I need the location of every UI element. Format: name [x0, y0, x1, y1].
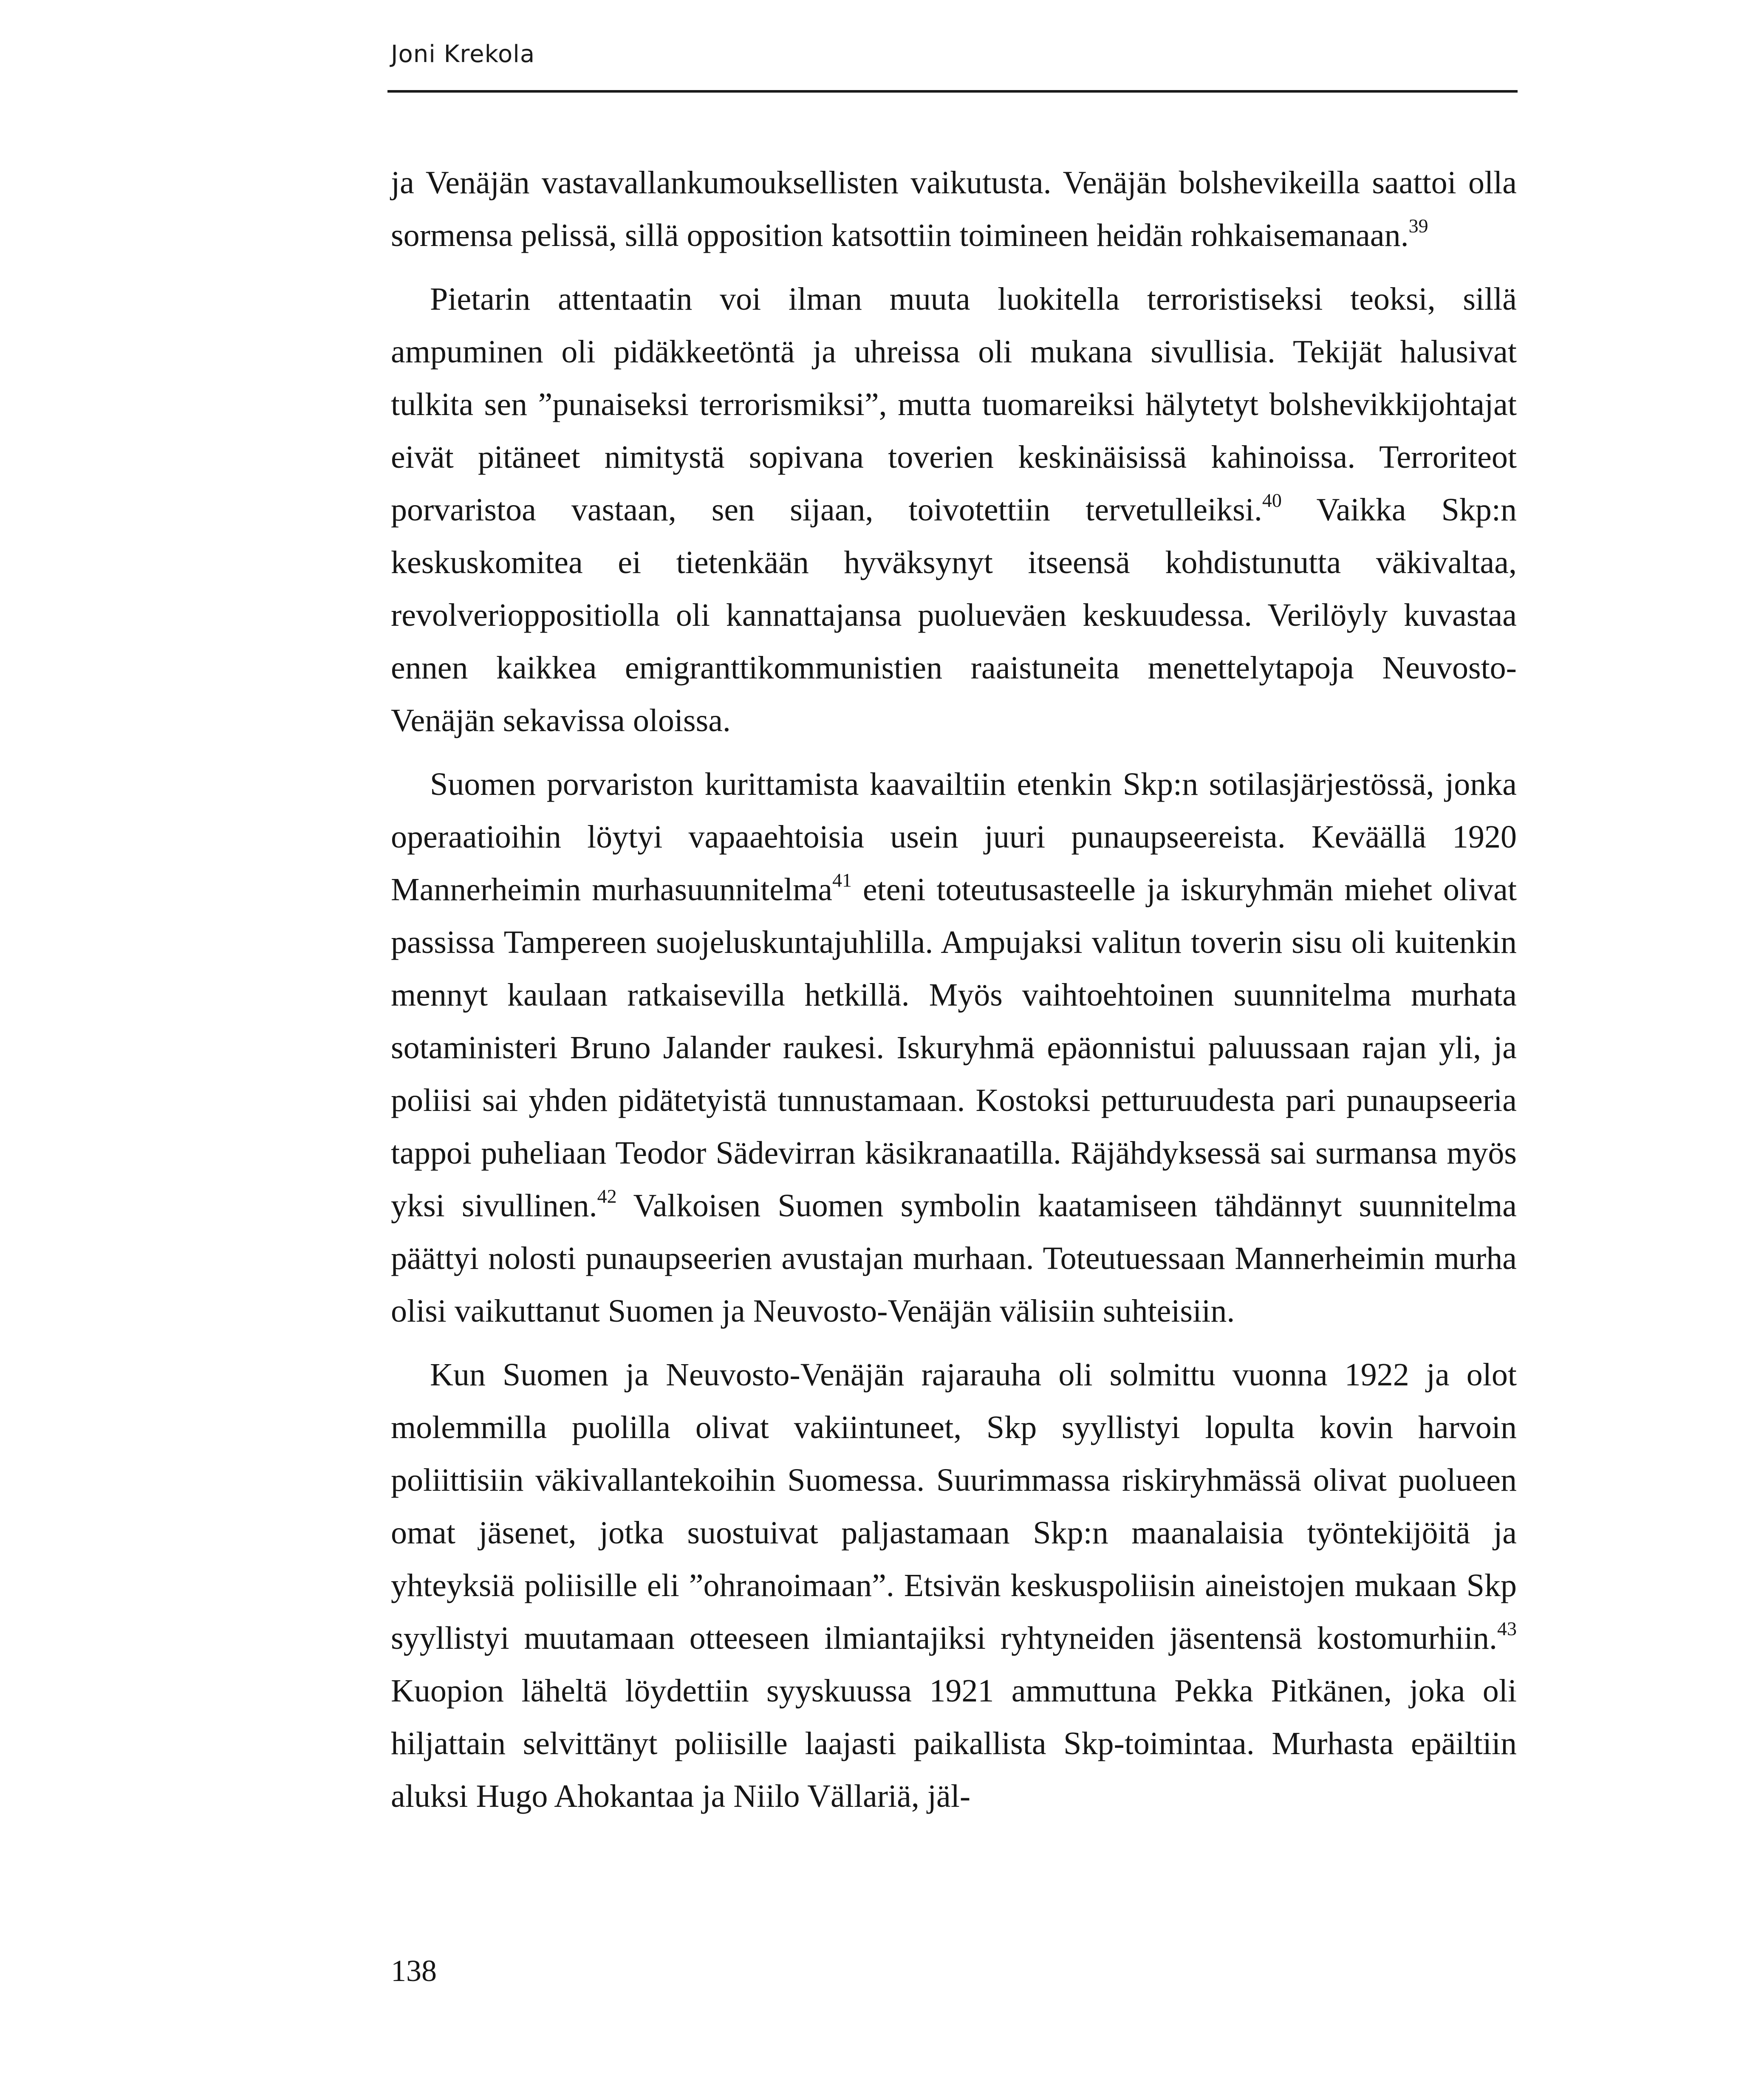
text-segment: Pietarin attentaatin voi ilman muuta luokitella terroristiseksi teoksi, sillä ampuminen oli pidäkkeetöntä ja uhreissa oli mukana sivullisia. Tekijät halusivat tulkita sen ”punaiseksi terrorismiksi”, mutta tuomareiksi hälytetyt bolshevikkijohtajat eivät pitäneet nimitystä sopivana toverien keskinäisissä kahinoissa. Terroriteot porvaristoa vastaan, sen sijaan, toivotettiin tervetulleiksi.: [391, 281, 1517, 528]
footnote-ref: 40: [1262, 489, 1282, 511]
text-segment: Vaikka Skp:n keskuskomitea ei tietenkään hyväksynyt itseensä kohdistunutta väkivaltaa, revolverioppositiolla oli kannattajansa puolueväen keskuudessa. Verilöyly kuvastaa ennen kaikkea emigranttikommunistien raaistuneita menettelytapoja Neuvosto-Venäjän sekavissa oloissa.: [391, 492, 1517, 738]
text-segment: Kuopion läheltä löydettiin syyskuussa 1921 ammuttuna Pekka Pitkänen, joka oli hiljattain selvittänyt poliisille laajasti paikallista Skp-toimintaa. Murhasta epäiltiin aluksi Hugo Ahokantaa ja Niilo Vällariä, jäl-: [391, 1673, 1517, 1814]
paragraph: [391, 156, 1517, 262]
footnote-ref: 39: [1408, 215, 1428, 237]
text-segment: Kun Suomen ja Neuvosto-Venäjän rajarauha oli solmittu vuonna 1922 ja olot molemmilla puolilla olivat vakiintuneet, Skp syyllistyi lopulta kovin harvoin poliittisiin väkivallantekoihin Suomessa. Suurimmassa riskiryhmässä olivat puolueen omat jäsenet, jotka suostuivat paljastamaan Skp:n maanalaisia työntekijöitä ja yhteyksiä poliisille eli ”ohranoimaan”. Etsivän keskuspoliisin aineistojen mukaan Skp syyllistyi muutamaan otteeseen ilmiantajiksi ryhtyneiden jäsentensä kostomurhiin.: [391, 1357, 1517, 1656]
paragraph: [391, 273, 1517, 747]
paragraph: [391, 1348, 1517, 1823]
footnote-ref: 41: [832, 869, 852, 891]
text-segment: Suomen porvariston kurittamista kaavailtiin etenkin Skp:n sotilasjärjestössä, jonka operaatioihin löytyi vapaaehtoisia usein juuri punaupseereista. Keväällä 1920 Mannerheimin murhasuunnitelma: [391, 766, 1517, 907]
running-head: Joni Krekola: [391, 40, 535, 68]
paragraph: [391, 758, 1517, 1337]
header-rule: [387, 90, 1518, 93]
text-segment: Valkoisen Suomen symbolin kaatamiseen tähdännyt suunnitelma päättyi nolosti punaupseerien avustajan murhaan. Toteutuessaan Mannerheimin murha olisi vaikuttanut Suomen ja Neuvosto-Venäjän välisiin suhteisiin.: [391, 1188, 1517, 1329]
page-number: 138: [391, 1954, 437, 1988]
body-text: [391, 156, 1517, 1834]
text-segment: eteni toteutusasteelle ja iskuryhmän miehet olivat passissa Tampereen suojeluskuntajuhlilla. Ampujaksi valitun toverin sisu oli kuitenkin mennyt kaulaan ratkaisevilla hetkillä. Myös vaihtoehtoinen suunnitelma murhata sotaministeri Bruno Jalander raukesi. Iskuryhmä epäonnistui paluussaan rajan yli, ja poliisi sai yhden pidätetyistä tunnustamaan. Kostoksi petturuudesta pari punaupseeria tappoi puheliaan Teodor Sädevirran käsikranaatilla. Räjähdyksessä sai surmansa myös yksi sivullinen.: [391, 872, 1517, 1224]
footnote-ref: 43: [1497, 1617, 1517, 1639]
footnote-ref: 42: [597, 1185, 617, 1207]
text-segment: ja Venäjän vastavallankumouksellisten vaikutusta. Venäjän bolshevikeilla saattoi olla sormensa pelissä, sillä opposition katsottiin toimineen heidän rohkaisemanaan.: [391, 165, 1517, 253]
